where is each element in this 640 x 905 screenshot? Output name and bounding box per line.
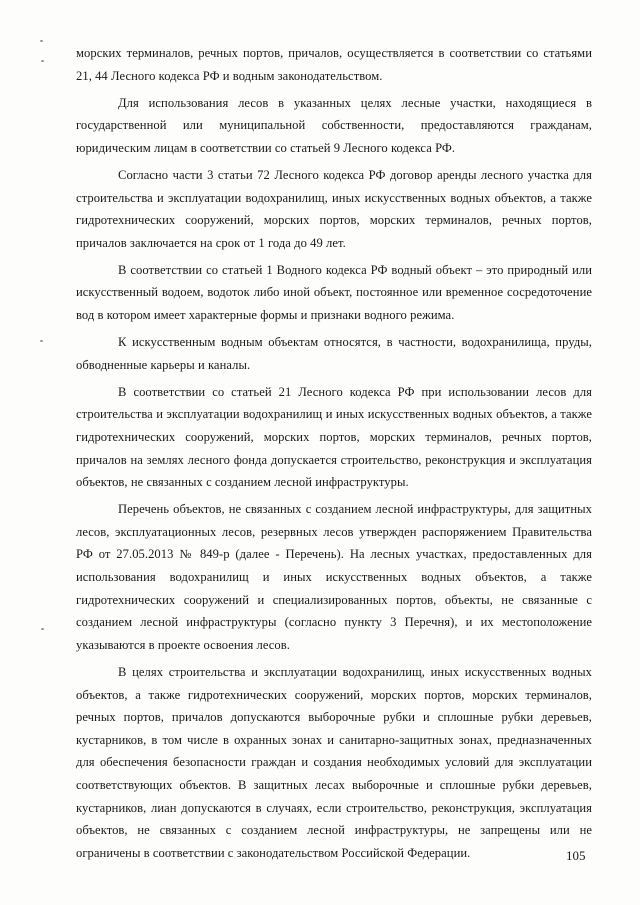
document-body <box>76 42 592 869</box>
scan-margin-mark <box>40 40 43 42</box>
page-number: 105 <box>566 848 586 863</box>
scan-margin-mark <box>40 340 43 342</box>
paragraph-8: В целях строительства и эксплуатации водохранилищ, иных искусственных водных объектов, а также гидротехнических сооружений, морских портов, морских терминалов, речных портов, причалов допускаются выборочные рубки и сплошные рубки деревьев, кустарников, в том числе в охранных зонах и санитарно-защитных зонах, предназначенных для обеспечения безопасности граждан и создания необходимых условий для эксплуатации соответствующих объектов. В защитных лесах выборочные и сплошные рубки деревьев, кустарников, лиан допускаются в случаях, если строительство, реконструкция, эксплуатация объектов, не связанных с созданием лесной инфраструктуры, не запрещены или не ограничены в соответствии с законодательством Российской Федерации. <box>76 664 592 860</box>
paragraph-3: Согласно части 3 статьи 72 Лесного кодекса РФ договор аренды лесного участка для строительства и эксплуатации водохранилищ, иных искусственных водных объектов, а также гидротехнических сооружений, морских портов, морских терминалов, речных портов, причалов заключается на срок от 1 года до 49 лет. <box>76 167 592 250</box>
scan-margin-mark <box>41 60 44 62</box>
paragraph-7: Перечень объектов, не связанных с созданием лесной инфраструктуры, для защитных лесов, эксплуатационных лесов, резервных лесов утвержден распоряжением Правительства РФ от 27.05.2013 № 849-р (далее - Перечень). На лесных участках, предоставленных для использования водохранилищ и иных искусственных водных объектов, а также гидротехнических сооружений и специализированных портов, объекты, не связанные с созданием лесной инфраструктуры (согласно пункту 3 Перечня), и их местоположение указываются в проекте освоения лесов. <box>76 502 592 652</box>
paragraph-2: Для использования лесов в указанных целях лесные участки, находящиеся в государственной или муниципальной собственности, предоставляются гражданам, юридическим лицам в соответствии со статьей 9 Лесного кодекса РФ. <box>76 95 592 155</box>
paragraph-4: В соответствии со статьей 1 Водного кодекса РФ водный объект – это природный или искусственный водоем, водоток либо иной объект, постоянное или временное сосредоточение вод в котором имеет характерные формы и признаки водного режима. <box>76 262 592 323</box>
paragraph-6: В соответствии со статьей 21 Лесного кодекса РФ при использовании лесов для строительства и эксплуатации водохранилищ и иных искусственных водных объектов, а также гидротехнических сооружений, морских портов, морских терминалов, речных портов, причалов на землях лесного фонда допускается строительство, реконструкция и эксплуатация объектов, не связанных с созданием лесной инфраструктуры. <box>76 384 592 490</box>
paragraph-1: морских терминалов, речных портов, причалов, осуществляется в соответствии со статьями 21, 44 Лесного кодекса РФ и водным законодательством. <box>76 46 592 83</box>
paragraph-5: К искусственным водным объектам относятся, в частности, водохранилища, пруды, обводненные карьеры и каналы. <box>76 335 592 372</box>
scan-margin-mark <box>41 628 44 630</box>
